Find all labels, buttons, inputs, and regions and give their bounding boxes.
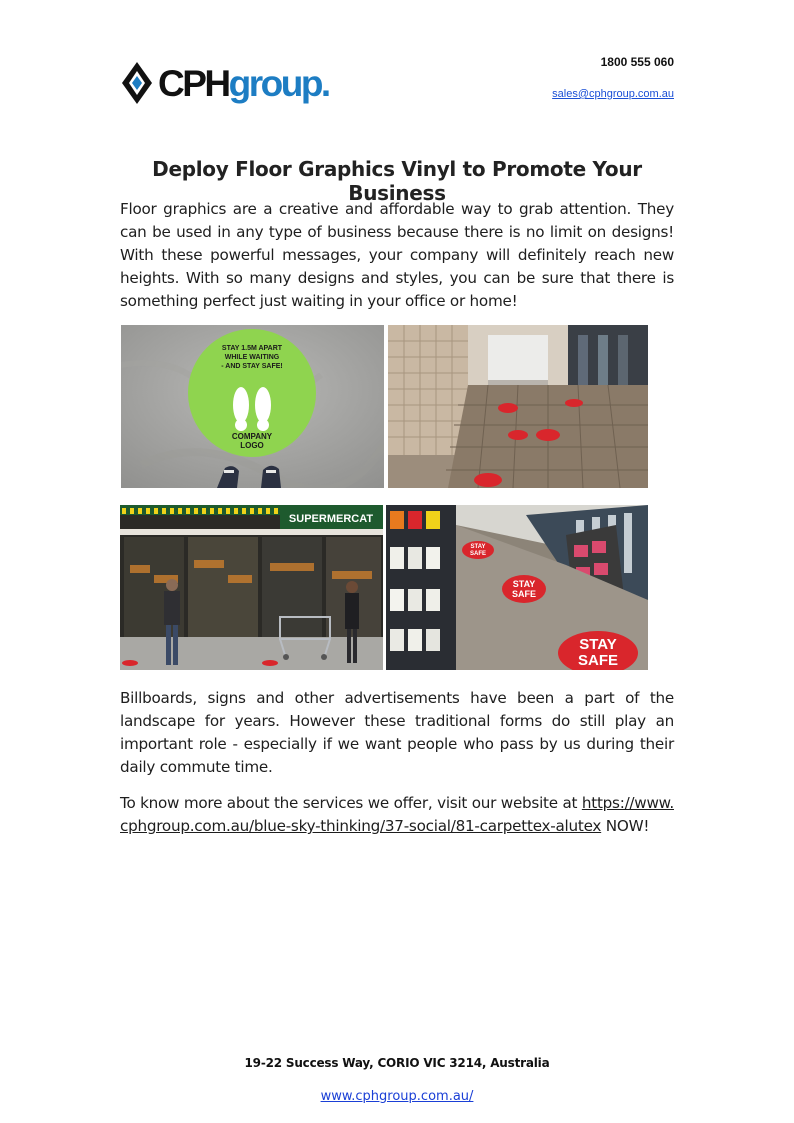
- logo-wordmark: [158, 62, 329, 104]
- intro-paragraph: Floor graphics are a creative and affordable way to grab attention. They can be used in any type of business because there is no limit on designs! With these powerful messages, your company will definitely reach new heights. With so many designs and styles, you can be sure that there is something perfect just waiting in your office or home!: [120, 200, 674, 310]
- phone-number: 1800 555 060: [600, 55, 674, 69]
- page-title: Deploy Floor Graphics Vinyl to Promote Your Business: [152, 157, 642, 205]
- sticker-line-1: STAY 1.5M APART: [221, 345, 283, 352]
- body-paragraph: Billboards, signs and other advertisements have been a part of the landscape for years. However these traditional forms do still play an important role - especially if we want people who pass by us during their daily commute time.: [120, 689, 674, 776]
- photo-tiled-floor-stickers: [388, 325, 648, 488]
- cta-suffix: NOW!: [605, 817, 650, 835]
- photo-supermarket-storefront: [120, 505, 383, 670]
- stay-safe-sticker: [462, 541, 494, 559]
- photo-aisle-stay-safe: [386, 505, 648, 670]
- sticker-stay-text: STAY: [470, 544, 486, 550]
- sticker-safe-text: SAFE: [577, 652, 619, 669]
- store-sign-text: SUPERMERCAT: [288, 513, 374, 525]
- stay-safe-sticker: [502, 575, 546, 603]
- sticker-safe-text: SAFE: [511, 589, 537, 599]
- logo-text-dark: CPH: [158, 62, 229, 104]
- sticker-line-3: - AND STAY SAFE!: [221, 363, 283, 370]
- company-logo: [120, 58, 329, 108]
- sticker-stay-text: STAY: [512, 579, 536, 589]
- sticker-logo-line-1: COMPANY: [231, 432, 273, 441]
- sticker-line-2: WHILE WAITING: [224, 354, 280, 361]
- footer-address: 19-22 Success Way, CORIO VIC 3214, Australia: [244, 1056, 550, 1070]
- logo-diamond-icon: [120, 60, 154, 106]
- website-article-link[interactable]: https://www.cphgroup.com.au/blue-sky-thinking/37-social/81-carpettex-alutex: [120, 794, 674, 835]
- email-link[interactable]: sales@cphgroup.com.au: [552, 88, 674, 100]
- footer-website-link[interactable]: www.cphgroup.com.au/: [320, 1089, 474, 1104]
- cta-prefix: To know more about the services we offer, visit our website at: [120, 794, 578, 812]
- sticker-stay-text: STAY: [579, 636, 617, 653]
- sticker-logo-line-2: LOGO: [240, 441, 264, 450]
- photo-floor-sticker-green: [121, 325, 384, 488]
- sticker-safe-text: SAFE: [469, 551, 487, 557]
- cta-paragraph: [120, 792, 674, 838]
- logo-text-accent: group.: [228, 62, 329, 104]
